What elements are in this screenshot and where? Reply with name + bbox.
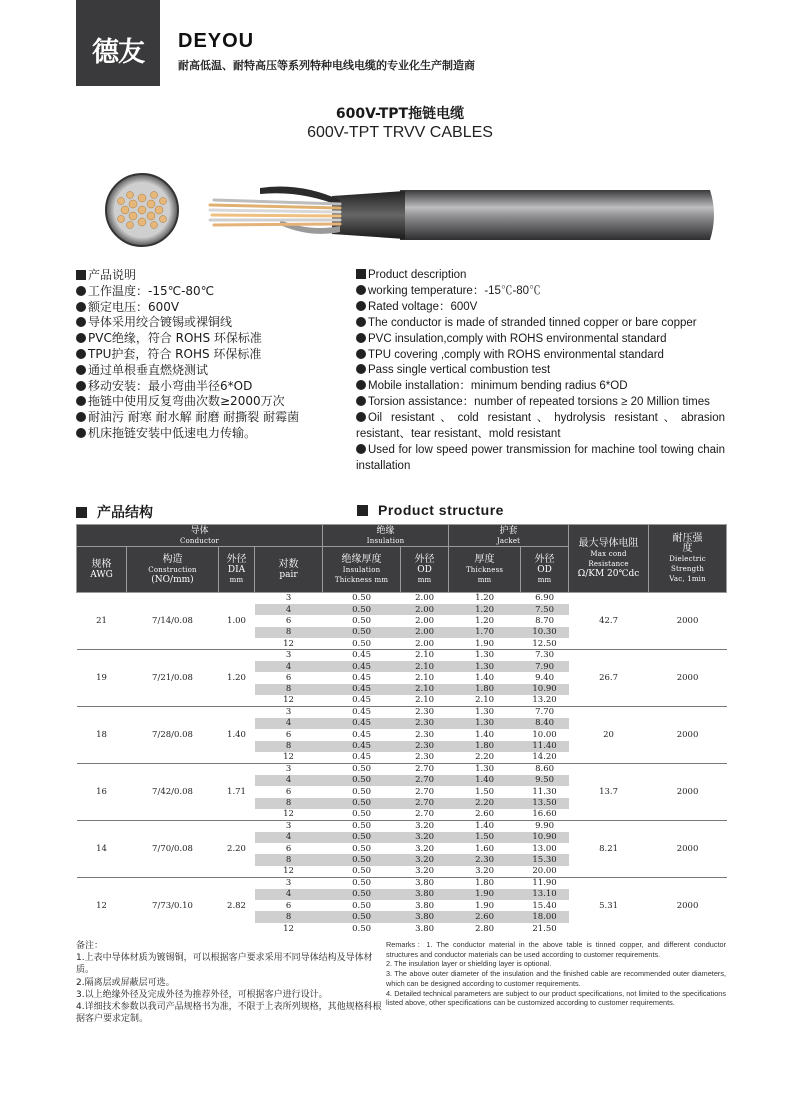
jacket-od-cell: 9.50 [521, 775, 569, 786]
list-item: 2. The insulation layer or shielding layer is optional. [386, 959, 552, 969]
jacket-thickness-cell: 2.80 [475, 923, 495, 934]
insulation-od-cell: 3.80 [415, 923, 435, 934]
insulation-od-cell: 2.30 [415, 752, 435, 763]
list-item: 通过单根垂直燃烧测试 [76, 363, 346, 379]
jacket-od-cell: 16.60 [532, 809, 557, 820]
header-voltage: 耐压强度 Dielectric Strength Vac, 1min [649, 525, 727, 593]
square-bullet-icon [357, 505, 368, 516]
awg-cell: 16 [77, 763, 127, 820]
round-bullet-icon [76, 349, 86, 359]
round-bullet-icon [356, 285, 366, 295]
insulation-od-cell: 2.10 [415, 695, 435, 706]
insulation-thickness-cell: 0.45 [323, 718, 401, 729]
pair-cell: 12 [283, 866, 294, 877]
round-bullet-icon [76, 428, 86, 438]
jacket-od-cell: 8.60 [521, 763, 569, 774]
construction-cell: 7/70/0.08 [127, 820, 219, 877]
header-jacket-od: 外径 OD mm [521, 547, 569, 593]
dia-cell: 2.82 [219, 877, 255, 934]
awg-cell: 21 [77, 593, 127, 650]
insulation-thickness-cell: 0.50 [323, 889, 401, 900]
pair-cell: 3 [255, 877, 323, 888]
insulation-od-cell: 2.70 [415, 786, 435, 797]
insulation-thickness-cell: 0.45 [352, 752, 372, 763]
insulation-od-cell: 2.10 [415, 672, 435, 683]
table-row [77, 763, 727, 774]
insulation-thickness-cell: 0.50 [352, 923, 372, 934]
insulation-od-cell: 3.80 [401, 877, 449, 888]
list-item: 3.以上绝缘外径及完成外径为推荐外径，可根据客户进行设计。 [76, 989, 328, 1000]
voltage-cell: 2000 [649, 820, 727, 877]
header-conductor: 导体 Conductor [77, 525, 323, 547]
jacket-thickness-cell: 1.70 [449, 627, 521, 638]
pair-cell: 12 [283, 695, 294, 706]
insulation-thickness-cell: 0.50 [323, 911, 401, 922]
jacket-od-cell: 8.70 [535, 615, 555, 626]
jacket-thickness-cell: 1.30 [449, 718, 521, 729]
header-insulation-od: 外径 OD mm [401, 547, 449, 593]
jacket-od-cell: 13.50 [521, 798, 569, 809]
insulation-od-cell: 2.30 [401, 718, 449, 729]
list-item: PVC insulation,comply with ROHS environmental standard [356, 332, 725, 348]
list-item: Pass single vertical combustion test [356, 363, 725, 379]
insulation-thickness-cell: 0.50 [352, 786, 372, 797]
logo [76, 0, 160, 86]
insulation-od-cell: 2.00 [401, 604, 449, 615]
jacket-od-cell: 9.40 [535, 672, 555, 683]
jacket-od-cell: 15.40 [532, 900, 557, 911]
construction-cell: 7/73/0.10 [127, 877, 219, 934]
resistance-cell: 8.21 [569, 820, 649, 877]
resistance-cell: 5.31 [569, 877, 649, 934]
pair-cell: 4 [255, 775, 323, 786]
table-row [77, 706, 727, 717]
insulation-od-cell: 3.80 [415, 900, 435, 911]
header-insulation-thickness: 绝缘厚度 Insulation Thickness mm [323, 547, 401, 593]
insulation-thickness-cell: 0.50 [352, 843, 372, 854]
list-item: 拖链中使用反复弯曲次数≥2000万次 [76, 394, 346, 410]
list-item: 机床拖链安装中低速电力传输。 [76, 426, 346, 442]
pair-cell: 4 [255, 604, 323, 615]
header-jacket: 护套 Jacket [449, 525, 569, 547]
jacket-thickness-cell: 2.60 [475, 809, 495, 820]
resistance-cell: 13.7 [569, 763, 649, 820]
jacket-od-cell: 9.90 [521, 820, 569, 831]
jacket-thickness-cell: 1.80 [449, 877, 521, 888]
pair-cell: 8 [255, 627, 323, 638]
list-item: working temperature：-15℃-80℃ [356, 284, 725, 300]
jacket-thickness-cell: 1.80 [449, 684, 521, 695]
insulation-thickness-cell: 0.45 [352, 695, 372, 706]
round-bullet-icon [356, 333, 366, 343]
construction-cell: 7/21/0.08 [127, 649, 219, 706]
jacket-od-cell: 13.00 [532, 843, 557, 854]
table-row [77, 649, 727, 660]
jacket-od-cell: 10.90 [521, 832, 569, 843]
jacket-thickness-cell: 1.40 [449, 775, 521, 786]
insulation-od-cell: 2.70 [401, 798, 449, 809]
tagline: 耐高低温、耐特高压等系列特种电线电缆的专业化生产制造商 [178, 59, 475, 72]
round-bullet-icon [76, 412, 86, 422]
awg-cell: 14 [77, 820, 127, 877]
product-structure-table [76, 524, 726, 934]
insulation-thickness-cell: 0.50 [323, 593, 401, 604]
page-title-en: 600V-TPT TRVV CABLES [307, 124, 493, 141]
header-resistance: 最大导体电阻 Max cond Resistance Ω/KM 20℃dc [569, 525, 649, 593]
jacket-od-cell: 12.50 [532, 638, 557, 649]
jacket-thickness-cell: 3.20 [475, 866, 495, 877]
jacket-thickness-cell: 1.30 [449, 661, 521, 672]
insulation-od-cell: 2.70 [401, 775, 449, 786]
construction-cell: 7/42/0.08 [127, 763, 219, 820]
pair-cell: 4 [255, 661, 323, 672]
header-pair: 对数 pair [255, 547, 323, 593]
pair-cell: 12 [283, 809, 294, 820]
header-jacket-thickness: 厚度 Thickness mm [449, 547, 521, 593]
jacket-thickness-cell: 2.30 [449, 854, 521, 865]
insulation-thickness-cell: 0.50 [323, 832, 401, 843]
header-insulation: 绝缘 Insulation [323, 525, 449, 547]
description-en [356, 268, 725, 475]
jacket-thickness-cell: 2.10 [475, 695, 495, 706]
jacket-thickness-cell: 1.90 [449, 889, 521, 900]
insulation-od-cell: 2.70 [415, 809, 435, 820]
dia-cell: 1.71 [219, 763, 255, 820]
pair-cell: 8 [255, 911, 323, 922]
insulation-thickness-cell: 0.50 [352, 615, 372, 626]
insulation-od-cell: 3.20 [401, 820, 449, 831]
voltage-cell: 2000 [649, 877, 727, 934]
voltage-cell: 2000 [649, 763, 727, 820]
list-item: 4. Detailed technical parameters are subject to our product specifications, not limited to the specifications listed above, other specifications can be customized according to customer requirements. [386, 988, 726, 1008]
round-bullet-icon [356, 364, 366, 374]
table-row [77, 820, 727, 831]
square-bullet-icon [76, 507, 87, 518]
description-cn [76, 268, 346, 442]
insulation-od-cell: 2.00 [415, 638, 435, 649]
pair-cell: 6 [285, 615, 292, 626]
notes-cn [76, 940, 384, 1025]
insulation-thickness-cell: 0.45 [323, 649, 401, 660]
list-item: Mobile installation：minimum bending radius 6*OD [356, 379, 725, 395]
jacket-thickness-cell: 2.60 [449, 911, 521, 922]
jacket-od-cell: 7.90 [521, 661, 569, 672]
jacket-thickness-cell: 1.80 [449, 741, 521, 752]
jacket-od-cell: 10.00 [532, 729, 557, 740]
pair-cell: 6 [285, 672, 292, 683]
insulation-thickness-cell: 0.50 [352, 809, 372, 820]
list-item: 2.隔离层或屏蔽层可选。 [76, 977, 175, 988]
jacket-thickness-cell: 1.40 [449, 820, 521, 831]
round-bullet-icon [356, 301, 366, 311]
resistance-cell: 42.7 [569, 593, 649, 650]
description-en-heading: Product description [356, 268, 725, 284]
jacket-od-cell: 7.50 [521, 604, 569, 615]
jacket-thickness-cell: 1.30 [449, 763, 521, 774]
insulation-od-cell: 2.10 [401, 649, 449, 660]
insulation-od-cell: 3.80 [401, 889, 449, 900]
insulation-od-cell: 2.30 [401, 741, 449, 752]
insulation-od-cell: 3.20 [415, 866, 435, 877]
pair-cell: 12 [283, 752, 294, 763]
jacket-od-cell: 10.30 [521, 627, 569, 638]
header-dia: 外径 DIA mm [219, 547, 255, 593]
awg-cell: 19 [77, 649, 127, 706]
pair-cell: 4 [255, 718, 323, 729]
insulation-od-cell: 3.20 [401, 854, 449, 865]
table-row [77, 593, 727, 604]
list-item: 3. The above outer diameter of the insulation and the finished cable are recommended outer diameters, which can be designed according to customer requirements. [386, 969, 726, 988]
jacket-thickness-cell: 1.30 [449, 649, 521, 660]
dia-cell: 1.20 [219, 649, 255, 706]
voltage-cell: 2000 [649, 706, 727, 763]
pair-cell: 3 [255, 706, 323, 717]
list-item: 耐油污 耐寒 耐水解 耐磨 耐撕裂 耐霉菌 [76, 410, 346, 426]
pair-cell: 3 [255, 763, 323, 774]
list-item: 1.上表中导体材质为镀锡铜，可以根据客户要求采用不同导体结构及导体材质。 [76, 953, 373, 976]
jacket-od-cell: 13.10 [521, 889, 569, 900]
insulation-thickness-cell: 0.50 [323, 775, 401, 786]
jacket-thickness-cell: 1.60 [475, 843, 495, 854]
jacket-thickness-cell: 1.90 [475, 900, 495, 911]
jacket-od-cell: 20.00 [532, 866, 557, 877]
insulation-od-cell: 2.00 [401, 627, 449, 638]
pair-cell: 3 [255, 593, 323, 604]
list-item: Used for low speed power transmission for machine tool towing chain installation [356, 443, 725, 472]
list-item: Torsion assistance：number of repeated torsions ≥ 20 Million times [356, 395, 725, 411]
jacket-od-cell: 7.70 [521, 706, 569, 717]
cable-illustration [100, 160, 720, 260]
insulation-od-cell: 2.70 [401, 763, 449, 774]
list-item: 4.详细技术参数以我司产品规格书为准，不限于上表所列规格，其他规格科根据客户要求定制。 [76, 1002, 382, 1025]
jacket-od-cell: 15.30 [521, 854, 569, 865]
insulation-thickness-cell: 0.50 [323, 820, 401, 831]
pair-cell: 6 [285, 786, 292, 797]
pair-cell: 12 [283, 638, 294, 649]
round-bullet-icon [356, 412, 366, 422]
resistance-cell: 26.7 [569, 649, 649, 706]
notes-en [386, 940, 726, 1008]
round-bullet-icon [76, 333, 86, 343]
round-bullet-icon [76, 317, 86, 327]
insulation-od-cell: 2.10 [401, 661, 449, 672]
insulation-od-cell: 3.20 [415, 843, 435, 854]
round-bullet-icon [356, 396, 366, 406]
jacket-od-cell: 13.20 [532, 695, 557, 706]
insulation-od-cell: 2.00 [415, 615, 435, 626]
pair-cell: 8 [255, 798, 323, 809]
insulation-thickness-cell: 0.45 [323, 661, 401, 672]
jacket-od-cell: 11.40 [521, 741, 569, 752]
jacket-od-cell: 8.40 [521, 718, 569, 729]
round-bullet-icon [76, 381, 86, 391]
insulation-od-cell: 3.20 [401, 832, 449, 843]
insulation-thickness-cell: 0.50 [323, 798, 401, 809]
jacket-thickness-cell: 1.50 [475, 786, 495, 797]
list-item: Oil resistant、cold resistant、hydrolysis resistant、abrasion resistant、tear resistant、mold resistant [356, 412, 725, 441]
insulation-thickness-cell: 0.50 [323, 627, 401, 638]
square-bullet-icon [356, 269, 366, 279]
dia-cell: 1.40 [219, 706, 255, 763]
jacket-od-cell: 11.90 [521, 877, 569, 888]
section-heading-en: Product structure [357, 502, 504, 518]
list-item: Rated voltage：600V [356, 300, 725, 316]
jacket-thickness-cell: 1.30 [449, 706, 521, 717]
pair-cell: 6 [285, 900, 292, 911]
pair-cell: 8 [255, 684, 323, 695]
jacket-od-cell: 10.90 [521, 684, 569, 695]
insulation-od-cell: 2.00 [401, 593, 449, 604]
insulation-od-cell: 2.30 [415, 729, 435, 740]
round-bullet-icon [76, 396, 86, 406]
list-item: PVC绝缘，符合 ROHS 环保标准 [76, 331, 346, 347]
section-heading-cn: 产品结构 [76, 502, 153, 522]
insulation-thickness-cell: 0.45 [323, 684, 401, 695]
list-item: 导体采用绞合镀锡或裸铜线 [76, 315, 346, 331]
pair-cell: 8 [255, 741, 323, 752]
pair-cell: 3 [255, 649, 323, 660]
insulation-thickness-cell: 0.50 [323, 877, 401, 888]
dia-cell: 1.00 [219, 593, 255, 650]
list-item: 移动安装：最小弯曲半径6*OD [76, 379, 346, 395]
round-bullet-icon [356, 444, 366, 454]
brand-name: DEYOU [178, 30, 255, 52]
pair-cell: 6 [285, 843, 292, 854]
notes-cn-heading: 备注： [76, 941, 104, 951]
pair-cell: 4 [255, 832, 323, 843]
logo-text: 德友 [92, 37, 144, 68]
jacket-od-cell: 11.30 [532, 786, 557, 797]
round-bullet-icon [76, 365, 86, 375]
pair-cell: 6 [285, 729, 292, 740]
list-item: The conductor is made of stranded tinned copper or bare copper [356, 316, 725, 332]
insulation-od-cell: 3.80 [401, 911, 449, 922]
jacket-thickness-cell: 1.20 [475, 615, 495, 626]
round-bullet-icon [356, 317, 366, 327]
jacket-od-cell: 21.50 [532, 923, 557, 934]
resistance-cell: 20 [569, 706, 649, 763]
insulation-thickness-cell: 0.50 [352, 900, 372, 911]
header-awg: 规格 AWG [77, 547, 127, 593]
construction-cell: 7/28/0.08 [127, 706, 219, 763]
page-title-cn: 600V-TPT拖链电缆 [335, 106, 465, 122]
jacket-od-cell: 14.20 [532, 752, 557, 763]
list-item: Remarks：1. The conductor material in the above table is tinned copper, and different conductor structures and conductor materials can be used according to customer requirements. [386, 940, 726, 959]
insulation-thickness-cell: 0.50 [352, 866, 372, 877]
jacket-od-cell: 6.90 [521, 593, 569, 604]
list-item: TPU covering ,comply with ROHS environmental standard [356, 348, 725, 364]
description-cn-heading: 产品说明 [76, 268, 346, 284]
insulation-thickness-cell: 0.45 [323, 706, 401, 717]
construction-cell: 7/14/0.08 [127, 593, 219, 650]
pair-cell: 3 [255, 820, 323, 831]
insulation-thickness-cell: 0.45 [352, 729, 372, 740]
voltage-cell: 2000 [649, 649, 727, 706]
jacket-thickness-cell: 2.20 [449, 798, 521, 809]
awg-cell: 18 [77, 706, 127, 763]
voltage-cell: 2000 [649, 593, 727, 650]
pair-cell: 8 [255, 854, 323, 865]
round-bullet-icon [356, 380, 366, 390]
jacket-thickness-cell: 1.40 [475, 729, 495, 740]
jacket-od-cell: 18.00 [521, 911, 569, 922]
pair-cell: 12 [283, 923, 294, 934]
jacket-thickness-cell: 2.20 [475, 752, 495, 763]
jacket-thickness-cell: 1.90 [475, 638, 495, 649]
dia-cell: 2.20 [219, 820, 255, 877]
table-row [77, 877, 727, 888]
jacket-od-cell: 7.30 [521, 649, 569, 660]
insulation-thickness-cell: 0.50 [352, 638, 372, 649]
jacket-thickness-cell: 1.20 [449, 593, 521, 604]
awg-cell: 12 [77, 877, 127, 934]
round-bullet-icon [76, 286, 86, 296]
round-bullet-icon [356, 349, 366, 359]
insulation-thickness-cell: 0.50 [323, 763, 401, 774]
square-bullet-icon [76, 270, 86, 280]
header-construction: 构造 Construction (NO/mm) [127, 547, 219, 593]
insulation-thickness-cell: 0.45 [352, 672, 372, 683]
pair-cell: 4 [255, 889, 323, 900]
round-bullet-icon [76, 302, 86, 312]
list-item: 工作温度：-15℃-80℃ [76, 284, 346, 300]
insulation-thickness-cell: 0.50 [323, 604, 401, 615]
jacket-thickness-cell: 1.50 [449, 832, 521, 843]
list-item: 额定电压：600V [76, 300, 346, 316]
insulation-od-cell: 2.30 [401, 706, 449, 717]
jacket-thickness-cell: 1.20 [449, 604, 521, 615]
insulation-thickness-cell: 0.50 [323, 854, 401, 865]
insulation-od-cell: 2.10 [401, 684, 449, 695]
jacket-thickness-cell: 1.40 [475, 672, 495, 683]
insulation-thickness-cell: 0.45 [323, 741, 401, 752]
list-item: TPU护套，符合 ROHS 环保标准 [76, 347, 346, 363]
